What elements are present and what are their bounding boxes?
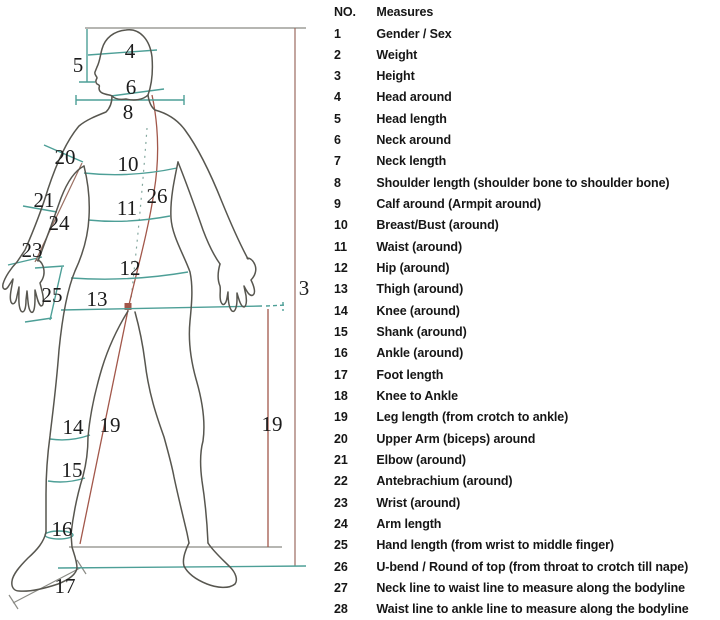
measure-row: [334, 130, 720, 151]
measure-label: Foot length: [376, 367, 444, 382]
figure-label-5: 5: [72, 53, 84, 77]
measure-number: 21: [334, 452, 348, 467]
measure-row: [334, 493, 720, 514]
measure-number: 27: [334, 580, 348, 595]
measure-row: [334, 237, 720, 258]
measure-label: Neck around: [376, 133, 451, 148]
measure-number: 18: [334, 388, 348, 403]
figure-label-19: 19: [261, 412, 283, 436]
measure-row: [334, 173, 720, 194]
floor-line: [58, 566, 306, 568]
measure-number: 13: [334, 282, 348, 297]
measure-label: Shank (around): [376, 325, 467, 339]
measure-number: 26: [334, 559, 348, 574]
measure-label: Upper Arm (biceps) around: [376, 431, 536, 446]
measure-number: 14: [334, 303, 348, 318]
measure-number: 4: [334, 90, 341, 105]
measure-row: [334, 258, 720, 279]
measure-label: Head length: [376, 111, 447, 126]
measure-row: [334, 45, 720, 66]
right-foot-outline: [183, 543, 236, 587]
measure-label: Thigh (around): [376, 282, 464, 297]
measure-row: [334, 407, 720, 428]
measure-row: [334, 557, 720, 578]
measure-label: Neck length: [376, 154, 447, 169]
figure-label-8: 8: [122, 100, 134, 124]
measure-row: [334, 450, 720, 471]
measure-row: [334, 514, 720, 535]
measure-number: 22: [334, 474, 348, 489]
measure-row: [334, 322, 720, 343]
body-measurement-figure: [0, 0, 332, 616]
measure-label: Neck line to waist line to measure along the bodyline: [376, 580, 686, 595]
figure-label-10: 10: [117, 152, 139, 176]
figure-label-19: 19: [99, 413, 121, 437]
measure-row: [334, 279, 720, 300]
measure-row: [334, 109, 720, 130]
measure-row: [334, 386, 720, 407]
measure-number: 9: [334, 197, 341, 212]
figure-label-24: 24: [48, 211, 70, 235]
measure-row: [334, 365, 720, 386]
measure-number: 25: [334, 538, 348, 553]
measure-row: [334, 599, 720, 620]
measure-label: Arm length: [376, 516, 442, 531]
measure-row: [334, 343, 720, 364]
measure-label: Hand length (from wrist to middle finger): [376, 538, 614, 553]
measure-label: Weight: [376, 47, 418, 62]
figure-number-labels: [22, 39, 310, 598]
measures-header-no: NO.: [334, 5, 356, 19]
figure-label-26: 26: [146, 184, 168, 208]
figure-label-12: 12: [119, 256, 141, 280]
measure-number: 20: [334, 431, 348, 446]
measure-number: 19: [334, 410, 348, 425]
measure-label: Wrist (around): [376, 495, 461, 510]
measure-row: [334, 66, 720, 87]
measure-number: 28: [334, 602, 348, 617]
measure-row: [334, 151, 720, 172]
measure-label: Leg length (from crotch to ankle): [376, 410, 569, 425]
measure-row: [334, 429, 720, 450]
measure-row: [334, 87, 720, 108]
measure-label: Height: [376, 69, 415, 84]
figure-label-6: 6: [125, 75, 137, 99]
right-neck-shoulder-arm-outline: [148, 95, 248, 259]
measure-number: 6: [334, 133, 341, 148]
neck-around-line-6: [111, 89, 164, 96]
measure-number: 11: [334, 239, 348, 254]
measure-label: Ankle (around): [376, 346, 464, 361]
figure-label-15: 15: [61, 458, 83, 482]
measures-header-label: Measures: [376, 5, 434, 19]
measure-number: 3: [334, 69, 341, 84]
measure-label: Breast/Bust (around): [376, 218, 499, 233]
measure-label: Hip (around): [376, 261, 450, 276]
measure-number: 5: [334, 111, 341, 126]
right-hand-outline: [218, 258, 256, 311]
measure-label: U-bend / Round of top (from throat to crotch till nape): [376, 559, 689, 574]
figure-label-11: 11: [116, 196, 138, 220]
thigh-line-13-dashes: [266, 302, 287, 311]
measure-number: 23: [334, 495, 348, 510]
figure-label-13: 13: [86, 287, 108, 311]
measure-row: [334, 194, 720, 215]
figure-label-4: 4: [124, 39, 136, 63]
figure-label-17: 17: [54, 574, 76, 598]
measure-number: 15: [334, 325, 348, 339]
measure-label: Waist line to ankle line to measure along the bodyline: [376, 602, 689, 617]
figure-label-23: 23: [21, 238, 43, 262]
measure-row: [334, 578, 720, 599]
measure-number: 7: [334, 154, 341, 169]
head-around-line-4: [88, 50, 157, 55]
measure-number: 17: [334, 367, 348, 382]
measure-row: [334, 24, 720, 45]
measure-row: [334, 215, 720, 236]
measure-label: Gender / Sex: [376, 26, 452, 41]
measure-label: Knee (around): [376, 303, 460, 318]
measures-header: [334, 2, 720, 23]
measure-number: 24: [334, 516, 348, 531]
figure-label-25: 25: [41, 283, 63, 307]
measures-list: [334, 0, 720, 616]
measure-row: [334, 535, 720, 556]
measure-number: 12: [334, 261, 348, 276]
measure-row: [334, 301, 720, 322]
measure-number: 2: [334, 47, 341, 62]
measure-row: [334, 471, 720, 492]
measure-number: 10: [334, 218, 348, 233]
measure-label: Antebrachium (around): [376, 474, 513, 489]
measure-label: Calf around (Armpit around): [376, 197, 542, 212]
figure-label-3: 3: [298, 276, 310, 300]
figure-label-21: 21: [33, 188, 55, 212]
measure-label: Elbow (around): [376, 452, 466, 467]
measure-label: Knee to Ankle: [376, 388, 458, 403]
measure-number: 1: [334, 26, 341, 41]
measure-label: Waist (around): [376, 239, 463, 254]
measure-number: 8: [334, 175, 341, 190]
right-inner-leg-outline: [135, 312, 189, 543]
figure-svg: [0, 0, 332, 616]
figure-label-16: 16: [51, 517, 73, 541]
figure-label-20: 20: [54, 145, 76, 169]
head-outline: [95, 30, 153, 100]
measure-number: 16: [334, 346, 348, 361]
measure-label: Shoulder length (shoulder bone to shoulder bone): [376, 175, 670, 190]
measure-label: Head around: [376, 90, 452, 105]
figure-label-14: 14: [62, 415, 84, 439]
right-inner-arm-outline: [178, 162, 220, 264]
